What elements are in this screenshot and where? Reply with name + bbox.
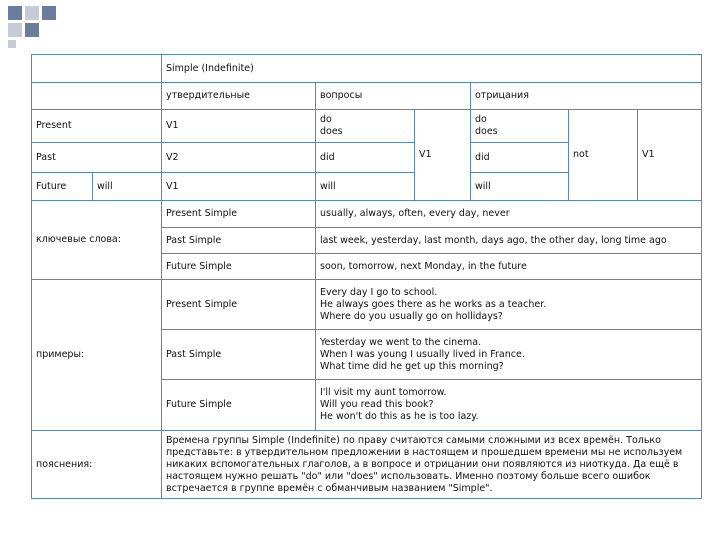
keywords-label: ключевые слова: — [32, 201, 162, 280]
not-word: not — [569, 110, 638, 201]
header-row — [32, 83, 702, 110]
examples-label: примеры: — [32, 280, 162, 431]
tense-label-future: Future — [32, 173, 93, 201]
example-sentences: Yesterday we went to the cinema. When I was young I usually lived in France. What time did he get up this morning? — [316, 330, 702, 380]
explanation-text: Времена группы Simple (Indefinite) по праву считаются самыми сложными из всех времён. Только представьте: в утвердительном предложении в настоящем и прошедшем времени мы не используем никаких вспомогательных глаголов, а в вопросе и отрицании они появляются из ниоткуда. Да ещё в настоящем нужно решать "do" или "does" использовать. Именно поэтому больше всего ошибок встречается в группе времён с обманчивым названием "Simple". — [162, 431, 702, 499]
tense-label-present: Present — [32, 110, 162, 143]
past-question: did — [316, 143, 415, 173]
keyword-words: last week, yesterday, last month, days ago, the other day, long time ago — [316, 228, 702, 254]
example-tense: Present Simple — [162, 280, 316, 330]
future-aux: will — [93, 173, 162, 201]
negative-verb: V1 — [638, 110, 702, 201]
header-questions: вопросы — [316, 83, 471, 110]
explanation-row — [32, 431, 702, 499]
keyword-words: soon, tomorrow, next Monday, in the future — [316, 254, 702, 280]
present-row — [32, 110, 702, 143]
header-negatives: отрицания — [471, 83, 702, 110]
tense-label-past: Past — [32, 143, 162, 173]
keyword-tense: Past Simple — [162, 228, 316, 254]
example-tense: Future Simple — [162, 380, 316, 431]
example-tense: Past Simple — [162, 330, 316, 380]
present-question: do does — [316, 110, 415, 143]
keyword-tense: Future Simple — [162, 254, 316, 280]
keyword-words: usually, always, often, every day, never — [316, 201, 702, 228]
question-verb: V1 — [415, 110, 471, 201]
keyword-tense: Present Simple — [162, 201, 316, 228]
future-affirmative: V1 — [162, 173, 316, 201]
blank-cell — [32, 83, 162, 110]
past-negative: did — [471, 143, 569, 173]
table-title: Simple (Indefinite) — [162, 55, 702, 83]
example-sentences: I'll visit my aunt tomorrow. Will you read this book? He won't do this as he is too lazy. — [316, 380, 702, 431]
tense-table — [31, 54, 702, 499]
future-negative: will — [471, 173, 569, 201]
past-affirmative: V2 — [162, 143, 316, 173]
explanations-label: пояснения: — [32, 431, 162, 499]
example-row — [32, 280, 702, 330]
example-sentences: Every day I go to school. He always goes there as he works as a teacher. Where do you usually go on hollidays? — [316, 280, 702, 330]
keyword-row — [32, 201, 702, 228]
title-row — [32, 55, 702, 83]
present-affirmative: V1 — [162, 110, 316, 143]
future-question: will — [316, 173, 415, 201]
present-negative: do does — [471, 110, 569, 143]
blank-cell — [32, 55, 162, 83]
header-affirmative: утвердительные — [162, 83, 316, 110]
